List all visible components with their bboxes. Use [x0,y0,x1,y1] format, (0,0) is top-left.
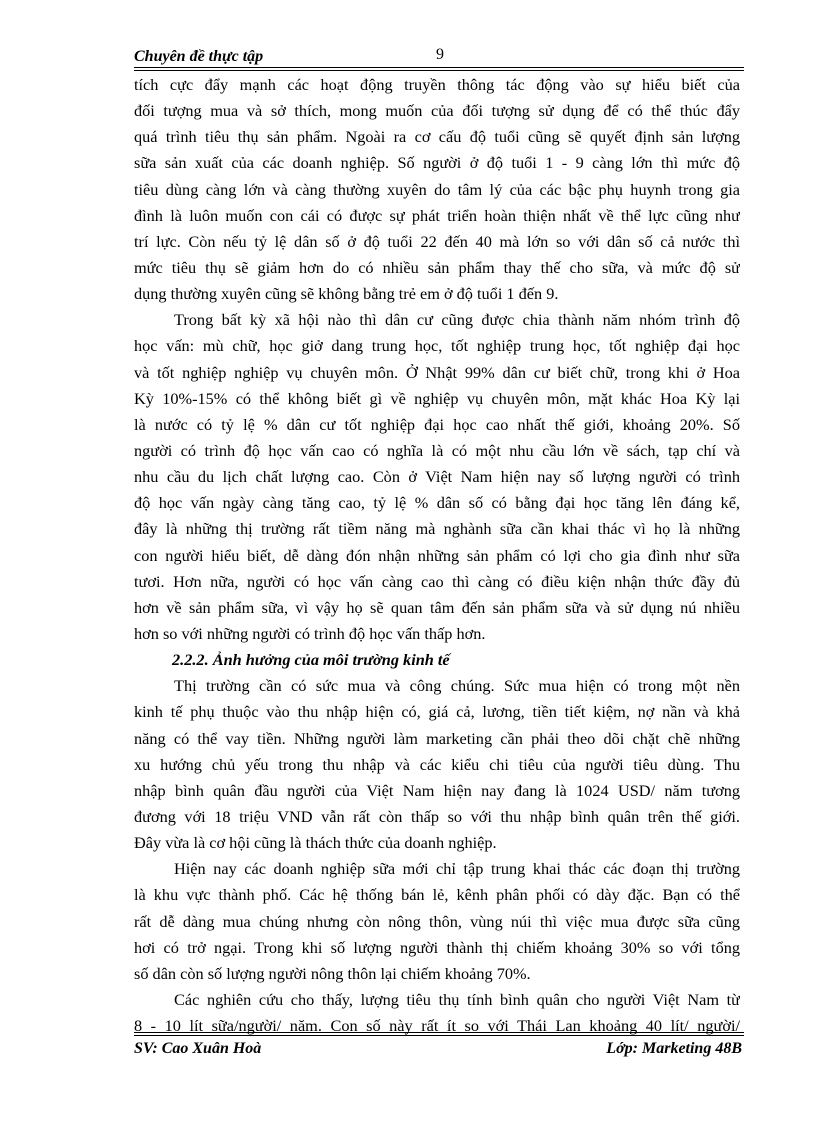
paragraph-line: trí lực. Còn nếu tỷ lệ dân số ở độ tuổi 22 đến 40 mà lớn so với dân số cả nước thì [134,231,740,251]
paragraph-line: hơn về sản phẩm sữa, vì vậy họ sẽ quan tâm đến sản phẩm sữa và sử dụng nú nhiều [134,597,740,617]
paragraph-line: đương với 18 triệu VND vẫn rất còn thấp so với thu nhập bình quân trên thế giới. [134,806,740,826]
paragraph-line: số dân còn số lượng người nông thôn lại chiếm khoảng 70%. [134,963,531,983]
document-body [134,72,740,1039]
paragraph-line: là nước có tỷ lệ % dân cư tốt nghiệp đại học cao nhất thế giới, khoảng 20%. Số [134,414,740,434]
footer-student: SV: Cao Xuân Hoà [134,1040,262,1057]
paragraph-line: Kỳ 10%-15% có thể không biết gì về nghiệp vụ chuyên môn, mặt khác Hoa Kỳ lại [134,388,740,408]
paragraph-line: tiêu dùng càng lớn và càng thường xuyên do tâm lý của các bậc phụ huynh trong gia [134,179,740,199]
paragraph-line: Trong bất kỳ xã hội nào thì dân cư cũng được chia thành năm nhóm trình độ [174,310,740,330]
paragraph-line: tươi. Hơn nữa, người có học vấn càng cao thì càng có điều kiện nhận thức đầy đủ [134,571,740,591]
paragraph-line: nhập bình quân đầu người của Việt Nam hiện nay đang là 1024 USD/ năm tương [134,780,740,800]
paragraph-line: nhu cầu du lịch chất lượng cao. Còn ở Việt Nam hiện nay số lượng người có trình [134,467,740,487]
footer-rule-thin [134,1035,744,1036]
header-title: Chuyên đề thực tập [134,48,264,65]
paragraph-line: học vấn: mù chữ, học giở dang trung học, tốt nghiệp trung học, tốt nghiệp đại học [134,336,740,356]
page-footer [134,1040,742,1064]
paragraph-line: rất dễ dàng mua chúng nhưng còn nông thôn, vùng núi thì việc mua được sữa cũng [134,911,740,931]
footer-rule [134,1032,744,1033]
page-number: 9 [436,46,444,63]
paragraph-line: Đây vừa là cơ hội cũng là thách thức của doanh nghiệp. [134,833,497,853]
paragraph-line: độ học vấn ngày càng tăng cao, tỷ lệ % dân số có bằng đại học tăng lên đáng kể, [134,493,740,513]
paragraph-line: đây là những thị trường rất tiềm năng mà nghành sữa cần khai thác vì họ là những [134,519,740,539]
paragraph-line: là khu vực thành phố. Các hệ thống bán lẻ, kênh phân phối có dày đặc. Bạn có thể [134,885,740,905]
paragraph-line: Các nghiên cứu cho thấy, lượng tiêu thụ tính bình quân cho người Việt Nam từ [174,989,740,1009]
paragraph-line: quá trình tiêu thụ sản phẩm. Ngoài ra cơ cấu độ tuổi cũng sẽ quyết định sản lượng [134,127,740,147]
paragraph-line: kinh tế phụ thuộc vào thu nhập hiện có, giá cả, lương, tiền tiết kiệm, nợ nần và khả [134,702,740,722]
paragraph-line: và tốt nghiệp nghiệp vụ chuyên môn. Ở Nhật 99% dân cư biết chữ, trong khi ở Hoa [134,362,740,382]
section-heading: 2.2.2. Ảnh hưởng của môi trường kinh tế [172,650,450,670]
paragraph-line: đối tượng mua và sở thích, mong muốn của đối tượng sử dụng để có thể thúc đẩy [134,101,740,121]
paragraph-line: con người hiểu biết, dễ dàng đón nhận những sản phẩm có lợi cho gia đình như sữa [134,545,740,565]
paragraph-line: xu hướng chủ yếu trong thu nhập và các kiểu chi tiêu của người tiêu dùng. Thu [134,754,740,774]
paragraph-line: tích cực đẩy mạnh các hoạt động truyền thông tác động vào sự hiểu biết của [134,75,740,94]
header-rule [134,67,744,68]
paragraph-line: đình là luôn muốn con cái có được sự phát triển hoàn thiện nhất về thể lực cũng như [134,205,740,225]
paragraph-line: mức tiêu thụ sẽ giảm hơn do có nhiều sản phẩm thay thế cho sữa, và mức độ sử [134,257,740,277]
footer-class: Lớp: Marketing 48B [606,1040,742,1057]
paragraph-line: hơn so với những người có trình độ học vấn thấp hơn. [134,623,486,643]
paragraph-line: năng có thể vay tiền. Những người làm marketing cần phải theo dõi chặt chẽ những [134,728,740,748]
paragraph-line: hơi có trở ngại. Trong khi số lượng người thành thị chiếm khoảng 30% so với tổng [134,937,740,957]
paragraph-line: dụng thường xuyên cũng sẽ không bằng trẻ em ở độ tuổi 1 đến 9. [134,284,559,304]
paragraph-line: Thị trường cần có sức mua và công chúng. Sức mua hiện có trong một nền [174,676,740,696]
paragraph-line: sữa sản xuất của các doanh nghiệp. Số người ở độ tuổi 1 - 9 càng lớn thì mức độ [134,153,740,173]
paragraph-line: người có trình độ học vấn cao có nghĩa là có một nhu cầu lớn về sách, tạp chí và [134,440,740,460]
paragraph-line: 8 - 10 lít sữa/người/ năm. Con số này rất ít so với Thái Lan khoảng 40 lít/ người/ [134,1016,740,1036]
header-rule-thin [134,70,744,71]
paragraph-line: Hiện nay các doanh nghiệp sữa mới chỉ tập trung khai thác các đoạn thị trường [174,859,740,879]
